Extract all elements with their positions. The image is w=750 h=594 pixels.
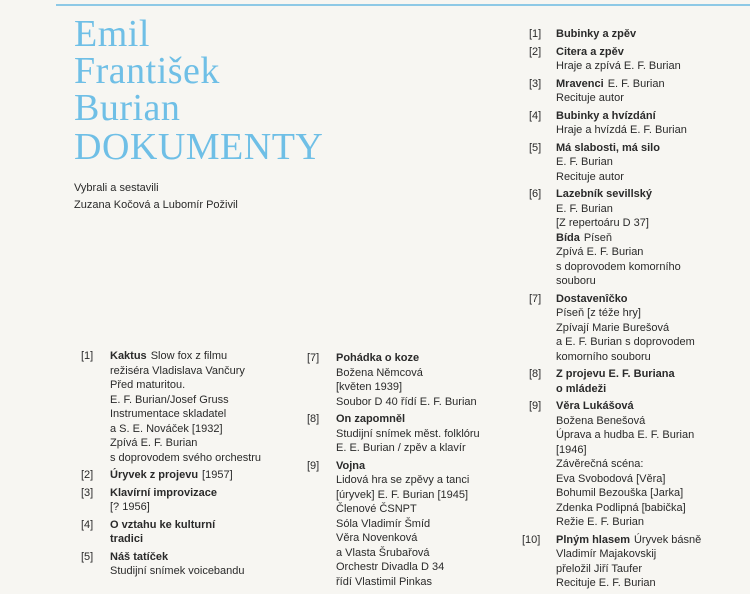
credits-heading: Vybrali a sestavili [74, 182, 159, 194]
track-detail-line: Recituje autor [556, 170, 624, 183]
track-title: O vztahu ke kulturní [110, 518, 216, 531]
track-subtitle-note: Píseň [583, 231, 612, 244]
track-detail-line: komorního souboru [556, 350, 651, 363]
track-detail-line: Úprava a hudba E. F. Burian [556, 429, 695, 441]
track-detail-line: Recituje autor [556, 92, 624, 104]
track-detail-line: E. F. Burian/Josef Gruss [110, 393, 229, 406]
track-number: [8] [529, 368, 542, 380]
tracklist-side-a-right [307, 351, 517, 592]
track-title-line [556, 533, 744, 548]
track-title: Bubinky a hvízdání [556, 109, 656, 122]
track-detail-line: Orchestr Divadla D 34 [336, 561, 445, 573]
track-detail-line: E. E. Burian / zpěv a klavír [336, 442, 466, 454]
track-detail-line: Zpívá E. F. Burian [110, 437, 198, 449]
track-number: [4] [81, 518, 94, 531]
track-number: [3] [529, 77, 542, 90]
track-inline-note: [1957] [202, 469, 233, 481]
track-title-line [110, 518, 296, 533]
track-detail-line: s doprovodem svého orchestru [110, 451, 262, 464]
track-entry [529, 77, 744, 106]
track-entry [81, 468, 296, 483]
track-title: Z projevu E. F. Buriana [556, 368, 675, 380]
track-title-line [556, 45, 744, 60]
track-detail-line: Recituje E. F. Burian [556, 577, 656, 589]
track-number: [10] [522, 533, 541, 546]
track-entry [529, 187, 744, 289]
track-number: [5] [529, 141, 542, 154]
track-number: [6] [529, 188, 542, 200]
track-detail-line: Píseň [z téže hry] [556, 307, 641, 319]
title-line-first-name: Emil [74, 13, 150, 55]
track-detail-line: Hraje a hvízdá E. F. Burian [556, 124, 687, 136]
track-title-line [556, 27, 744, 42]
track-detail-line: přeložil Jiří Taufer [556, 562, 642, 575]
track-number: [8] [307, 413, 320, 425]
tracklist-side-a-left [81, 349, 296, 582]
track-title: On zapomněl [336, 413, 406, 425]
track-title-line [556, 77, 744, 92]
track-title: Bubinky a zpěv [556, 28, 637, 40]
track-entry [81, 518, 296, 547]
track-detail-line: a E. F. Burian s doprovodem [556, 336, 695, 348]
track-entry [81, 349, 296, 465]
track-entry [522, 533, 744, 591]
track-number: [4] [529, 109, 542, 122]
track-title: Plným hlasem [556, 533, 630, 546]
track-title: Úryvek z projevu [110, 469, 199, 481]
track-detail-line: [květen 1939] [336, 381, 403, 393]
track-detail-line: E. F. Burian [556, 156, 613, 168]
track-detail-line: [úryvek] E. F. Burian [1945] [336, 488, 469, 501]
track-title: Klavírní improvizace [110, 486, 217, 499]
track-detail-line: tradici [110, 533, 144, 545]
track-detail-line: Bohumil Bezouška [Jarka] [556, 487, 684, 499]
track-entry [81, 550, 296, 579]
track-entry [307, 412, 517, 456]
track-detail-line: Závěrečná scéna: [556, 458, 644, 470]
track-detail-line: Zpívá E. F. Burian [556, 246, 644, 258]
track-title-line [556, 109, 744, 124]
track-inline-note: Úryvek básně [633, 533, 702, 546]
track-number: [9] [529, 400, 542, 412]
track-title: Dostavenîčko [556, 292, 628, 305]
track-detail-line: řídí Vlastimil Pinkas [336, 575, 432, 588]
track-detail-line: Studijní snímek měst. folklóru [336, 427, 480, 440]
track-entry [529, 27, 744, 42]
track-number: [9] [307, 459, 320, 472]
track-title: Pohádka o koze [336, 352, 420, 364]
album-title [74, 13, 324, 168]
track-entry [529, 109, 744, 138]
track-number: [7] [307, 352, 320, 364]
track-entry [529, 367, 744, 396]
track-number: [3] [81, 486, 94, 499]
track-inline-note: Slow fox z filmu [150, 350, 228, 362]
track-title: Mravenci [556, 77, 604, 90]
track-detail-line: Zpívají Marie Burešová [556, 321, 670, 334]
track-title-line [336, 459, 517, 474]
track-title-line [110, 349, 296, 364]
track-title: Kaktus [110, 350, 147, 362]
track-detail-line: a S. E. Nováček [1932] [110, 422, 223, 435]
track-title: Náš tatíček [110, 550, 169, 563]
track-entry [307, 351, 517, 409]
track-number: [5] [81, 550, 94, 563]
track-detail-line: režiséra Vladislava Vančury [110, 364, 245, 377]
track-detail-line: s doprovodem komorního [556, 260, 681, 273]
track-detail-line: Zdenka Podlipná [babička] [556, 501, 686, 514]
track-title: Věra Lukášová [556, 400, 634, 412]
track-entry [81, 486, 296, 515]
track-entry [529, 141, 744, 185]
track-title-line [110, 486, 296, 501]
track-title: Má slabosti, má silo [556, 141, 660, 154]
track-title-line [336, 412, 517, 427]
track-detail-line: Studijní snímek voicebandu [110, 565, 245, 577]
track-detail-line: Hraje a zpívá E. F. Burian [556, 60, 681, 72]
track-detail-line: [? 1956] [110, 501, 150, 513]
track-subtitle-line [556, 231, 744, 246]
track-entry [529, 292, 744, 365]
track-title-line [556, 292, 744, 307]
title-line-dokumenty: DOKUMENTY [74, 126, 324, 168]
track-title: Lazebník sevillský [556, 188, 652, 200]
track-detail-line: Lidová hra se zpěvy a tanci [336, 474, 470, 486]
track-detail-line: Vladimír Majakovskij [556, 548, 657, 560]
track-title-line [556, 367, 744, 382]
track-title-line [336, 351, 517, 366]
track-title: Vojna [336, 459, 366, 472]
track-title-line [556, 141, 744, 156]
track-detail-line: Božena Benešová [556, 414, 646, 427]
tracklist-side-b [522, 27, 744, 594]
credits-names: Zuzana Kočová a Lubomír Poživil [74, 199, 238, 211]
track-entry [307, 459, 517, 590]
track-number: [1] [529, 28, 542, 40]
track-number: [1] [81, 350, 94, 362]
track-detail-line: souboru [556, 275, 596, 287]
track-number: [2] [81, 469, 94, 481]
track-detail-line: o mládeži [556, 382, 607, 395]
track-detail-line: a Vlasta Šrubařová [336, 546, 430, 559]
track-detail-line: Členové ČSNPT [336, 503, 417, 515]
track-detail-line: Soubor D 40 řídí E. F. Burian [336, 395, 477, 408]
compilers-credit [74, 180, 238, 214]
track-detail-line: Sóla Vladimír Šmíd [336, 517, 431, 530]
track-title: Citera a zpěv [556, 45, 624, 58]
track-detail-line: Instrumentace skladatel [110, 408, 227, 420]
top-rule [56, 4, 750, 6]
track-detail-line: Věra Novenková [336, 532, 418, 544]
track-entry [529, 399, 744, 530]
track-detail-line: Eva Svobodová [Věra] [556, 472, 666, 485]
track-number: [2] [529, 45, 542, 58]
title-line-surname: Burian [74, 87, 181, 129]
track-subtitle: Bída [556, 231, 580, 244]
track-title-line [556, 399, 744, 414]
title-line-middle-name: František [74, 50, 220, 92]
track-detail-line: Božena Němcová [336, 366, 423, 379]
track-detail-line: [Z repertoáru D 37] [556, 217, 649, 229]
track-title-line [556, 187, 744, 202]
track-number: [7] [529, 292, 542, 305]
track-title-line [110, 468, 296, 483]
track-detail-line: Režie E. F. Burian [556, 516, 645, 528]
track-detail-line: Před maturitou. [110, 379, 186, 391]
track-entry [529, 45, 744, 74]
track-inline-note: E. F. Burian [607, 77, 665, 90]
track-detail-line: [1946] [556, 443, 587, 456]
track-title-line [110, 550, 296, 565]
track-detail-line: E. F. Burian [556, 202, 613, 215]
